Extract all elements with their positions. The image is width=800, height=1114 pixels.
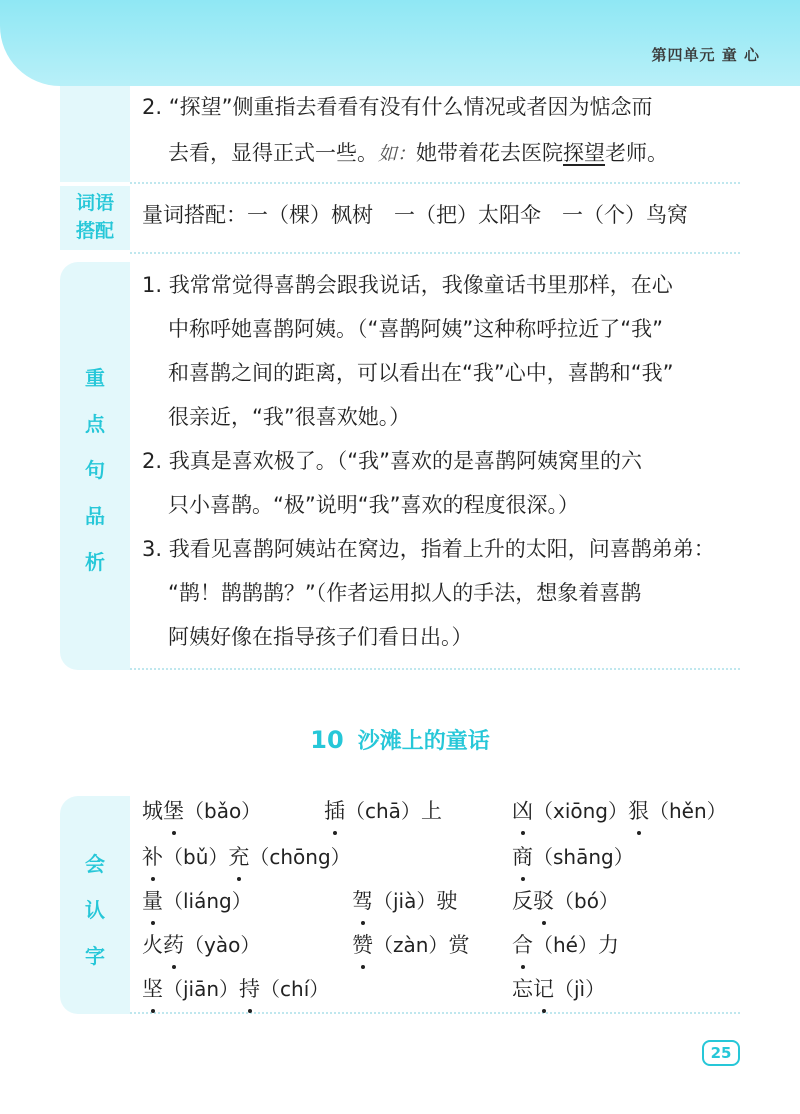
tab-label-line-2: 搭配: [75, 220, 114, 242]
word-entry: 坚（jiān）持（chí）: [142, 972, 329, 1006]
word-entry: 忘记（jì）: [512, 972, 605, 1006]
word-entry: 补（bǔ）充（chōng）: [142, 840, 351, 874]
comparison-line-2: 去看，显得正式一些。如：她带着花去医院探望老师。: [168, 141, 669, 165]
sentence-line: 2. 我真是喜欢极了。（“我”喜欢的是喜鹊阿姨窝里的六: [142, 449, 642, 473]
word-entry: 驾（jià）驶: [352, 884, 457, 918]
lesson-name: 沙滩上的童话: [357, 729, 490, 754]
word-entry: 凶（xiōng）狠（hěn）: [512, 794, 727, 828]
word-entry: 量（liáng）: [142, 884, 252, 918]
sentence-line: 和喜鹊之间的距离，可以看出在“我”心中，喜鹊和“我”: [168, 361, 674, 385]
divider: [130, 1012, 740, 1014]
tab-char: 析: [85, 550, 105, 574]
page-number: 25: [702, 1040, 740, 1066]
word-entry: 火药（yào）: [142, 928, 260, 962]
word-entry: 插（chā）上: [324, 794, 442, 828]
header-band: [0, 0, 800, 86]
sentence-line: 3. 我看见喜鹊阿姨站在窝边，指着上升的太阳，问喜鹊弟弟：: [142, 537, 715, 561]
divider: [130, 668, 740, 670]
tab-char: 认: [85, 898, 105, 922]
sentence-line: “鹊！鹊鹊鹊？”（作者运用拟人的手法，想象着喜鹊: [168, 581, 642, 605]
word-entry: 商（shāng）: [512, 840, 634, 874]
section-tab: [60, 86, 130, 182]
comparison-line-1: 2. “探望”侧重指去看看有没有什么情况或者因为惦念而: [142, 95, 653, 119]
collocation-text: 量词搭配：一（棵）枫树 一（把）太阳伞 一（个）鸟窝: [142, 203, 688, 227]
word-entry: 赞（zàn）赏: [352, 928, 469, 962]
tab-char: 字: [85, 944, 105, 968]
divider: [130, 182, 740, 184]
tab-char: 会: [85, 852, 105, 876]
tab-label-line-1: 词语: [75, 192, 114, 214]
underlined-word: 探望: [563, 141, 606, 165]
divider: [130, 252, 740, 254]
lesson-number: 10: [310, 726, 344, 754]
sentence-line: 只小喜鹊。“极”说明“我”喜欢的程度很深。）: [168, 493, 580, 517]
sentence-line: 中称呼她喜鹊阿姨。（“喜鹊阿姨”这种称呼拉近了“我”: [168, 317, 664, 341]
tab-char: 重: [85, 366, 105, 390]
word-entry: 反驳（bó）: [512, 884, 619, 918]
word-entry: 城堡（bǎo）: [142, 794, 261, 828]
tab-char: 点: [85, 412, 105, 436]
sentence-line: 很亲近，“我”很喜欢她。）: [168, 405, 411, 429]
word-entry: 合（hé）力: [512, 928, 619, 962]
lesson-title: [0, 724, 800, 755]
sentence-line: 阿姨好像在指导孩子们看日出。）: [168, 625, 473, 649]
sentence-line: 1. 我常常觉得喜鹊会跟我说话，我像童话书里那样，在心: [142, 273, 673, 297]
handwritten-note: 如：: [378, 143, 417, 165]
tab-char: 句: [85, 458, 105, 482]
unit-label: 第四单元 童 心: [651, 46, 760, 64]
tab-char: 品: [85, 504, 105, 528]
